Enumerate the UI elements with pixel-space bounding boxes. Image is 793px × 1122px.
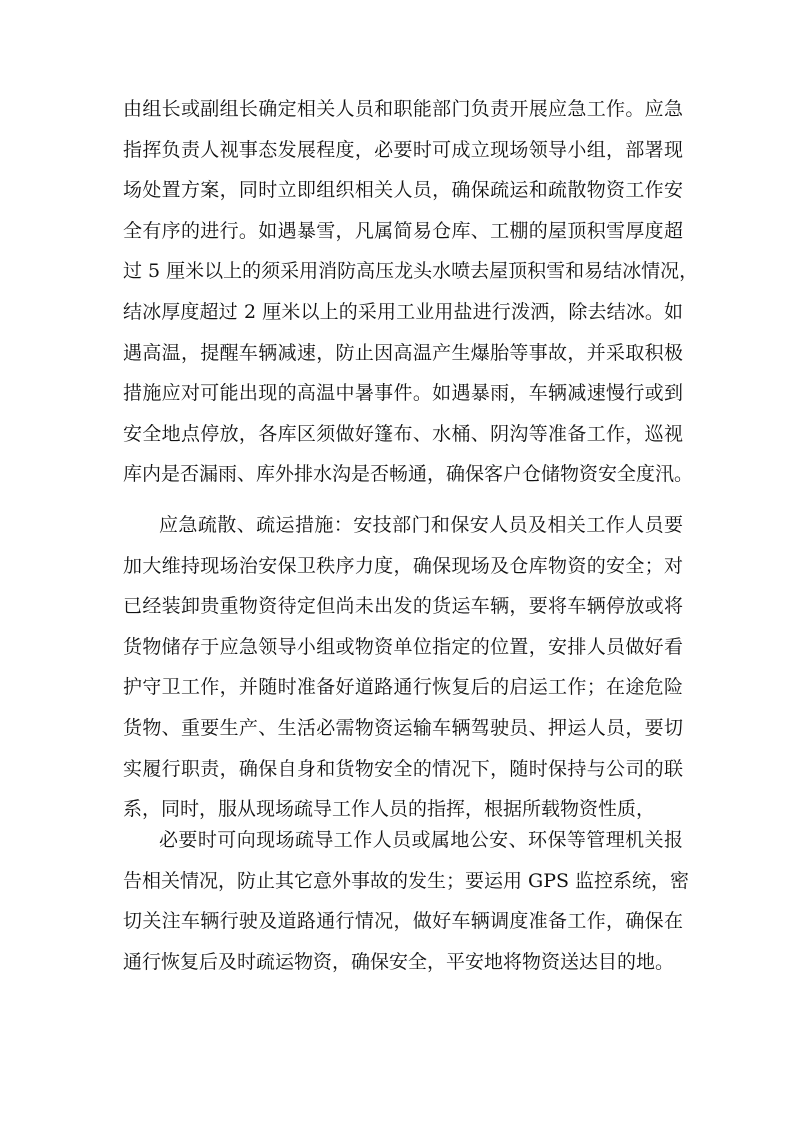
text-line: 加大维持现场治安保卫秩序力度，确保现场及仓库物资的安全；对 — [123, 554, 683, 577]
text-line: 护守卫工作，并随时准备好道路通行恢复后的启运工作；在途危险 — [123, 676, 683, 699]
text-line: 全有序的进行。如遇暴雪，凡属简易仓库、工棚的屋顶积雪厚度超 — [123, 219, 683, 242]
paragraph-evacuation-measures — [123, 505, 683, 830]
text-line: 应急疏散、疏运措施：安技部门和保安人员及相关工作人员要 — [159, 514, 683, 536]
text-line: 指挥负责人视事态发展程度，必要时可成立现场领导小组，部署现 — [123, 138, 683, 161]
text-line: 结冰厚度超过 2 厘米以上的采用工业用盐进行泼洒，除去结冰。如 — [123, 300, 683, 323]
text-line: 货物、重要生产、生活必需物资运输车辆驾驶员、押运人员，要切 — [123, 716, 683, 739]
text-line: 由组长或副组长确定相关人员和职能部门负责开展应急工作。应急 — [123, 98, 683, 120]
text-line: 措施应对可能出现的高温中暑事件。如遇暴雨，车辆减速慢行或到 — [123, 382, 683, 405]
paragraph-reporting-gps — [123, 820, 690, 982]
text-line: 通行恢复后及时疏运物资，确保安全，平安地将物资送达目的地。 — [123, 950, 675, 973]
text-line: 库内是否漏雨、库外排水沟是否畅通，确保客户仓储物资安全度汛。 — [123, 463, 694, 486]
text-line: 告相关情况，防止其它意外事故的发生；要运用 GPS 监控系统，密 — [123, 869, 690, 892]
text-line: 必要时可向现场疏导工作人员或属地公安、环保等管理机关报 — [159, 829, 683, 851]
text-line: 系，同时，服从现场疏导工作人员的指挥，根据所载物资性质， — [123, 798, 656, 821]
text-line: 实履行职责，确保自身和货物安全的情况下，随时保持与公司的联 — [123, 757, 683, 780]
text-line: 场处置方案，同时立即组织相关人员，确保疏运和疏散物资工作安 — [123, 179, 683, 202]
text-line: 安全地点停放，各库区须做好篷布、水桶、阴沟等准备工作，巡视 — [123, 422, 683, 445]
text-line: 切关注车辆行驶及道路通行情况，做好车辆调度准备工作，确保在 — [123, 910, 683, 933]
text-line: 已经装卸贵重物资待定但尚未出发的货运车辆，要将车辆停放或将 — [123, 595, 683, 618]
text-line: 过 5 厘米以上的须采用消防高压龙头水喷去屋顶积雪和易结冰情况， — [123, 260, 699, 283]
text-line: 货物储存于应急领导小组或物资单位指定的位置，安排人员做好看 — [123, 635, 683, 658]
text-line: 遇高温，提醒车辆减速，防止因高温产生爆胎等事故，并采取积极 — [123, 341, 683, 364]
paragraph-emergency-response — [123, 89, 699, 495]
